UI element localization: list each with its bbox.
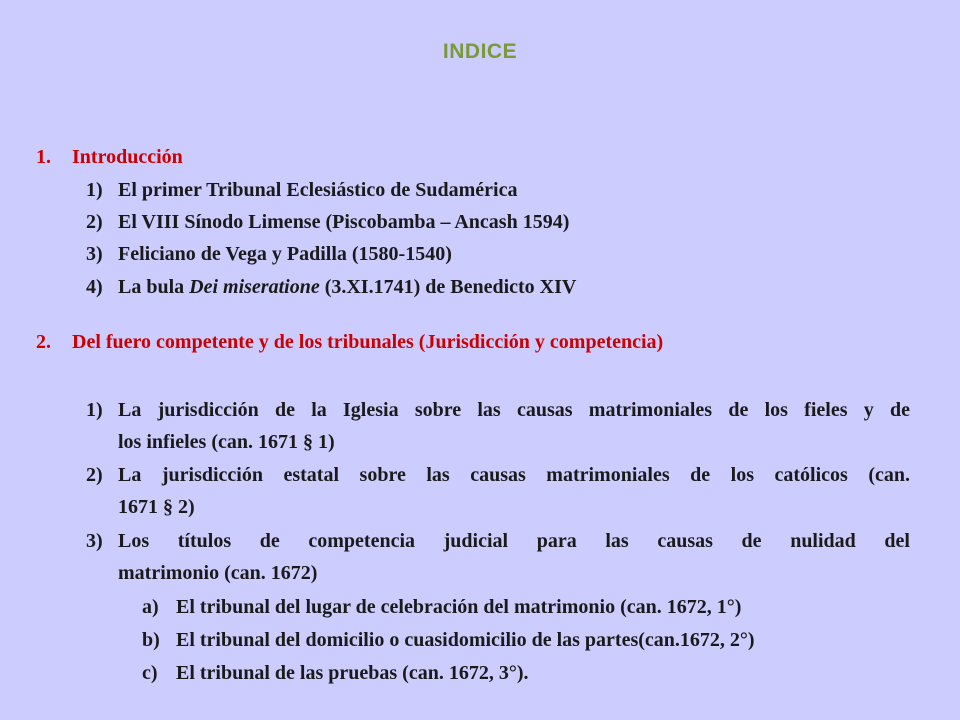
section-2-label: Del fuero competente y de los tribunales (Jurisdicción y competencia): [72, 331, 664, 353]
sub-item-text: El tribunal del domicilio o cuasidomicilio de las partes(can.1672, 2°): [176, 629, 755, 651]
item-text: El primer Tribunal Eclesiástico de Sudamérica: [118, 179, 518, 201]
section-2-heading: [36, 329, 664, 355]
item-number: 1): [86, 399, 103, 421]
section-1-heading: [36, 144, 183, 170]
item-text-line1: La jurisdicción de la Iglesia sobre las causas matrimoniales de los fieles y de: [118, 399, 910, 421]
item-number: 2): [86, 211, 103, 233]
item-text: Feliciano de Vega y Padilla (1580-1540): [118, 243, 452, 265]
item-number: 1): [86, 179, 103, 201]
section-2-number: 2.: [36, 331, 51, 353]
item-text-line2: 1671 § 2): [118, 496, 195, 518]
sub-list-item: [142, 660, 529, 686]
list-item: [86, 209, 570, 235]
section-1-label: Introducción: [72, 146, 183, 168]
item-text-line1: La jurisdicción estatal sobre las causas matrimoniales de los católicos (can.: [118, 464, 910, 486]
italic-title: Dei miseratione: [189, 276, 320, 298]
list-item: [86, 397, 910, 453]
item-number: 3): [86, 243, 103, 265]
list-item: [86, 241, 452, 267]
item-number: 4): [86, 276, 103, 298]
sub-item-text: El tribunal de las pruebas (can. 1672, 3°).: [176, 662, 529, 684]
item-text: La bula Dei miseratione (3.XI.1741) de Benedicto XIV: [118, 276, 577, 298]
list-item: [86, 274, 577, 300]
sub-item-letter: b): [142, 629, 160, 651]
item-number: 2): [86, 464, 103, 486]
sub-item-letter: a): [142, 596, 159, 618]
sub-list-item: [142, 627, 755, 653]
list-item: [86, 462, 910, 518]
item-text-line2: los infieles (can. 1671 § 1): [118, 431, 335, 453]
list-item: [86, 177, 518, 203]
item-text-line1: Los títulos de competencia judicial para las causas de nulidad del: [118, 530, 910, 552]
list-item: [86, 528, 910, 584]
item-text: El VIII Sínodo Limense (Piscobamba – Ancash 1594): [118, 211, 570, 233]
sub-list-item: [142, 594, 742, 620]
sub-item-text: El tribunal del lugar de celebración del matrimonio (can. 1672, 1°): [176, 596, 742, 618]
sub-item-letter: c): [142, 662, 158, 684]
item-text-line2: matrimonio (can. 1672): [118, 562, 318, 584]
section-1-number: 1.: [36, 146, 51, 168]
page-title: INDICE: [442, 40, 518, 63]
item-number: 3): [86, 530, 103, 552]
